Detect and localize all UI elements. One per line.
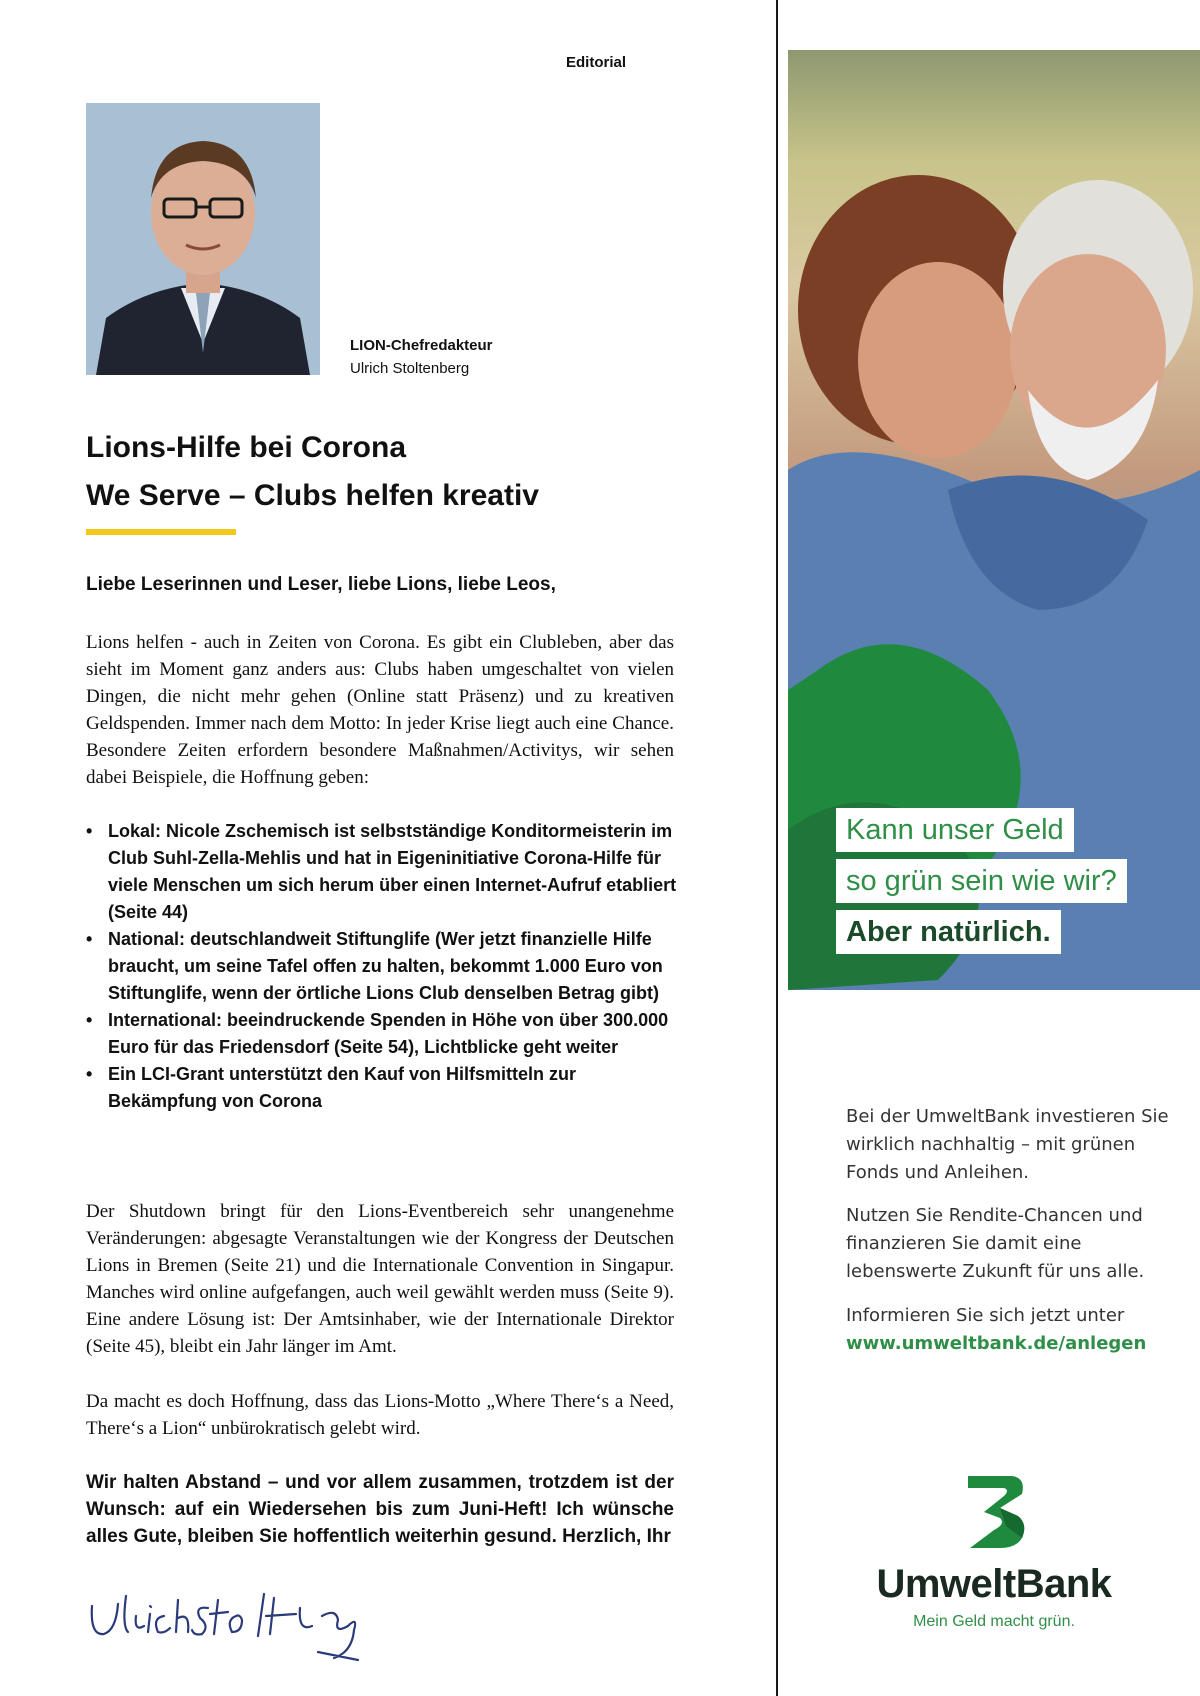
list-item: • International: beeindruckende Spenden in Höhe von über 300.000 Euro für das Friedensdorf (Seite 54), Lichtblicke geht weiter	[86, 1007, 686, 1061]
ad-website-link[interactable]: www.umweltbank.de/anlegen	[846, 1333, 1147, 1354]
list-item: • National: deutschlandweit Stiftunglife (Wer jetzt finanzielle Hilfe braucht, um seine Tafel offen zu halten, bekommt 1.000 Euro von Stiftunglife, wenn der örtliche Lions Club denselben Betrag gibt)	[86, 926, 686, 1007]
umweltbank-logo-icon	[960, 1468, 1030, 1550]
ad-body-text-3	[846, 1302, 1176, 1358]
body-paragraph-3: Da macht es doch Hoffnung, dass das Lions-Motto „Where There‘s a Need, There‘s a Lion“ unbürokratisch gelebt wird.	[86, 1391, 674, 1439]
author-portrait-image	[86, 103, 320, 375]
handwritten-signature	[86, 1586, 426, 1666]
body-paragraph-1: Lions helfen - auch in Zeiten von Corona. Es gibt ein Clubleben, aber das sieht im Moment ganz anders aus: Clubs haben umgeschaltet von vielen Dingen, die nicht mehr gehen (Online statt Präsenz) und zu kreativen Geldspenden. Immer nach dem Motto: In jeder Krise liegt auch eine Chance. Besondere Zeiten erfordern besondere Maßnahmen/Activitys, wir sehen dabei Beispiele, die Hoffnung geben:	[86, 632, 674, 788]
ad-slogan-line-1: Kann unser Geld	[836, 808, 1074, 852]
list-item: • Lokal: Nicole Zschemisch ist selbstständige Konditormeisterin im Club Suhl-Zella-Mehlis und hat in Eigeninitiative Corona-Hilfe für viele Menschen um sich herum über einen Internet-Aufruf etabliert (Seite 44)	[86, 818, 686, 926]
ad-cta-text: Informieren Sie sich jetzt unter	[846, 1305, 1125, 1326]
author-role: LION-Chefredakteur	[350, 337, 493, 354]
column-divider	[776, 0, 778, 1696]
umweltbank-tagline: Mein Geld macht grün.	[913, 1613, 1075, 1630]
author-photo	[86, 103, 320, 375]
ad-body-text-1: Bei der UmweltBank investieren Sie wirklich nachhaltig – mit grünen Fonds und Anleihen.	[846, 1106, 1169, 1183]
salutation: Liebe Leserinnen und Leser, liebe Lions, liebe Leos,	[86, 574, 556, 595]
headline-line-2: We Serve – Clubs helfen kreativ	[86, 479, 539, 512]
ad-slogan-line-3: Aber natürlich.	[836, 910, 1061, 954]
list-item: • Ein LCI-Grant unterstützt den Kauf von Hilfsmitteln zur Bekämpfung von Corona	[86, 1061, 686, 1115]
headline-accent-line	[86, 529, 236, 535]
ad-slogan-line-2: so grün sein wie wir?	[836, 859, 1127, 903]
author-name: Ulrich Stoltenberg	[350, 360, 470, 377]
headline-line-1: Lions-Hilfe bei Corona	[86, 431, 407, 464]
article-headline	[86, 424, 746, 520]
body-paragraph-2: Der Shutdown bringt für den Lions-Eventbereich sehr unangenehme Veränderungen: abgesagte Veranstaltungen wie der Kongress der Deutschen Lions in Bremen (Seite 21) und die Internationale Convention in Singapur. Manches wird online aufgefangen, auch weil gewählt werden muss (Seite 9). Eine andere Lösung ist: Der Amtsinhaber, wie der Internationale Direktor (Seite 45), bleibt ein Jahr länger im Amt.	[86, 1201, 674, 1357]
ad-body-text-2: Nutzen Sie Rendite-Chancen und finanzieren Sie damit eine lebenswerte Zukunft für uns alle.	[846, 1205, 1145, 1282]
example-list	[86, 818, 686, 1115]
section-label: Editorial	[566, 54, 627, 71]
umweltbank-logo-name: UmweltBank	[876, 1562, 1112, 1606]
closing-paragraph: Wir halten Abstand – und vor allem zusammen, trotzdem ist der Wunsch: auf ein Wiedersehen bis zum Juni-Heft! Ich wünsche alles Gute, bleiben Sie hoffentlich weiterhin gesund. Herzlich, Ihr	[86, 1472, 674, 1547]
